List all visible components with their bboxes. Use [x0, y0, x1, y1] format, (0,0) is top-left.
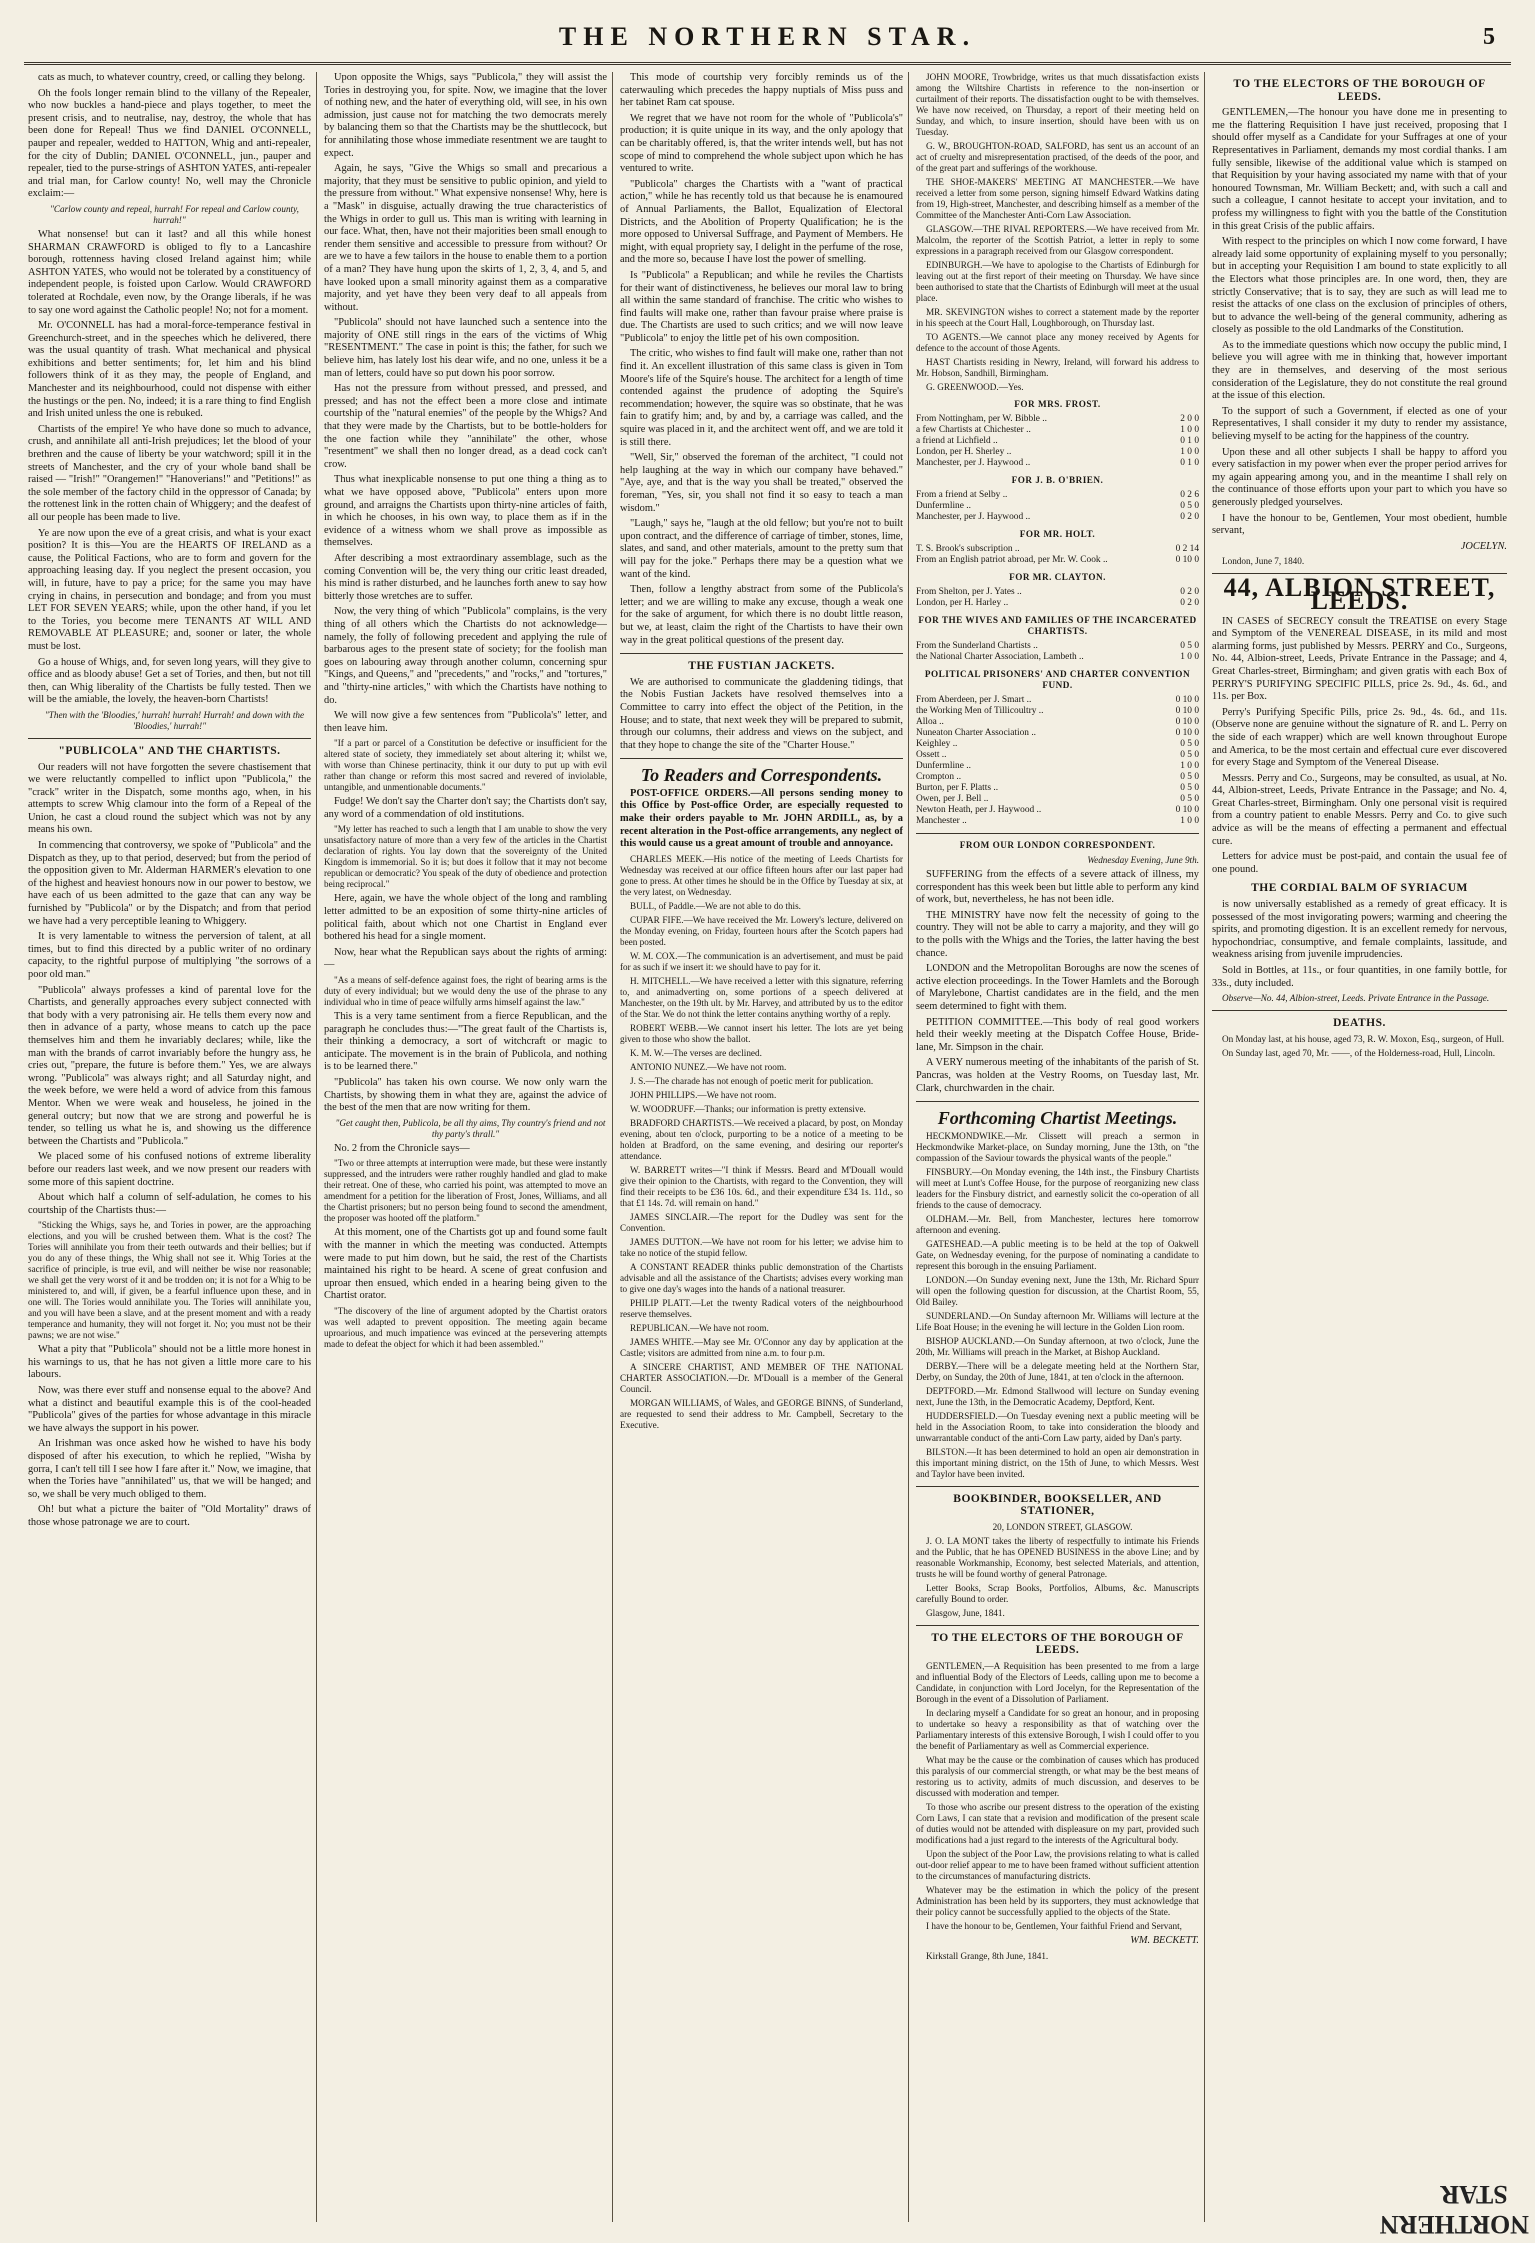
meeting-notice: LONDON.—On Sunday evening next, June the 13th, Mr. Richard Spurr will open the following question for discussion, at the Chartist Room, 55, Old Bailey.	[916, 1274, 1199, 1307]
divider	[620, 653, 903, 654]
meeting-notice: SUNDERLAND.—On Sunday afternoon Mr. Williams will lecture at the Life Boat House; in the evening he will lecture in the Golden Lion room.	[916, 1310, 1199, 1332]
fund-row	[916, 761, 1199, 772]
fund-row	[916, 436, 1199, 447]
column-rule	[612, 72, 613, 2222]
quotation: "If a part or parcel of a Constitution be defective or insufficient for the altered state of society, they immediately set about altering it; whilst we, with worse than Chinese pertinacity, think it our duty to put up with evil rather than change or reform this most sacred and revered of inviolable, untangible, and unmentionable documents."	[324, 738, 607, 793]
fund-amount: 0 5 0	[1180, 739, 1199, 749]
paragraph: Now, hear what the Republican says about the rights of arming:—	[324, 946, 607, 971]
fund-donor: Manchester, per J. Haywood ..	[916, 512, 1031, 522]
paragraph: To the support of such a Government, if elected as one of your Representatives, I shall consider it my duty to render my assistance, believing myself to be acting for the happiness of the country.	[1212, 405, 1507, 443]
correspondent-note: W. WOODRUFF.—Thanks; our information is pretty extensive.	[630, 1103, 866, 1114]
paragraph: With respect to the principles on which I now come forward, I have already laid some opportunity of explaining myself to you personally; but in accepting your Requisition I am bound to state explicitly to all the Electors what those principles are. In one word, then, they are strictly Conservative; that is to say, they are such as will lead me to resist the attacks of one class on the exclusion of principles of others, but to advance the well-being of the general community, adhering as closely as possible to the old Landmarks of the Constitution.	[1212, 236, 1507, 336]
paragraph: The critic, who wishes to find fault will make one, rather than not find it. An excellent illustration of this same class is given in Tom Moore's life of the Squire's house. The architect for a length of time contended against the prudence of adopting the Squire's recommendation; however, the squire was so obstinate, that he was fain to gratify him; and, by and by, a carriage was called, and the squire was placed in it, and the architect went off, and we are told it is still there.	[620, 348, 903, 448]
fund-donor: Ossett ..	[916, 750, 947, 760]
newspaper-page	[24, 12, 1511, 2230]
fund-donor: Owen, per J. Bell ..	[916, 794, 989, 804]
column-1	[28, 72, 311, 2222]
masthead-title: THE NORTHERN STAR.	[558, 22, 977, 51]
paragraph: "Publicola" charges the Chartists with a "want of practical action," while he has recently told us that because he is enamoured of Annual Parliaments, the Ballot, Equalization of Electoral Districts, and the Abolition of Property Qualification; he is the more opposed to Universal Suffrage, and Payment of Members. He might, with equal propriety say, I delight in the perfume of the rose, and the more so, because I have lost the power of smelling.	[620, 178, 903, 266]
fund-heading: FOR MR. HOLT.	[1019, 529, 1096, 539]
paragraph: Our readers will not have forgotten the severe chastisement that we were reluctantly compelled to inflict upon "Publicola," the "crack" writer in the Dispatch, some months ago, when, in his attempts to screw Whig clamour into the form of a Repeal of the Union, he cast a cloud round the subject which was not by any means his own.	[28, 761, 311, 836]
fund-amount: 0 10 0	[1175, 695, 1199, 705]
dateline: Glasgow, June, 1841.	[926, 1607, 1005, 1618]
paragraph: Sold in Bottles, at 11s., or four quantities, in one family bottle, for 33s., duty included.	[1212, 965, 1507, 989]
fund-donor: Alloa ..	[916, 717, 944, 727]
paragraph: Chartists of the empire! Ye who have done so much to advance, crush, and annihilate all anti-Irish prejudices; let the blood of your brethren and the cause of liberty be your watchword; spill it in the streets of Manchester, and the cry of your whole band shall be raised — "Irish!" "Orangemen!" "Hanoverians!" and "Petitions!" as the sole member of the factory child in the oppressor of Canada; by the rottenest link in the rotten chain of Whiggery; and the deafest of all our people has been made to live.	[28, 423, 311, 523]
paragraph: We placed some of his confused notions of extreme liberality before our readers last week, and we now present our readers with some more of this sapient doctrine.	[28, 1151, 311, 1188]
fund-heading: FOR MRS. FROST.	[1014, 399, 1101, 409]
paragraph: GENTLEMEN,—A Requisition has been presented to me from a large and influential Body of the Electors of Leeds, calling upon me to become a Candidate, in conjunction with Lord Jocelyn, for the Representation of the Borough in the event of a Dissolution of Parliament.	[916, 1661, 1199, 1705]
correspondent-note: JAMES SINCLAIR.—The report for the Dudley was sent for the Convention.	[620, 1211, 903, 1233]
divider	[916, 1486, 1199, 1487]
paragraph: This mode of courtship very forcibly reminds us of the caterwauling which precedes the happy nuptials of Miss puss and her tabinet Ram cat spouse.	[620, 72, 903, 109]
correspondent-note: JAMES WHITE.—May see Mr. O'Connor any day by application at the Castle; visitors are admitted from nine a.m. to four p.m.	[620, 1336, 903, 1358]
fund-amount: 0 5 0	[1180, 794, 1199, 804]
paragraph: Upon these and all other subjects I shall be happy to afford you every satisfaction in my power when ever the proper period arrives for my again appearing among you, and in the meantime I shall rely on the continuance of those efforts upon your part to which you have so generously pledged yourselves.	[1212, 446, 1507, 508]
fund-amount: 0 5 0	[1180, 772, 1199, 782]
meeting-notice: HECKMONDWIKE.—Mr. Clissett will preach a sermon in Heckmondwike Market-place, on Sunday morning, June the 13th, on "the compassion of the Saviour towards the physical wants of the people."	[916, 1130, 1199, 1163]
meeting-notice: HUDDERSFIELD.—On Tuesday evening next a public meeting will be held in the Association Room, to take into consideration the bloody and unwarrantable conduct of the anti-Corn Law party, aided by Dan's party.	[916, 1410, 1199, 1443]
fund-donor: From Nottingham, per W. Bibble ..	[916, 414, 1047, 424]
correspondent-note: HAST Chartists residing in Newry, Ireland, will forward his address to Mr. Hobson, Sandhill, Birmingham.	[916, 357, 1199, 378]
paragraph: This is a very tame sentiment from a fierce Republican, and the paragraph he concludes thus:—"The great fault of the Chartists is, their thinking a democracy, a sort of witchcraft or magic to anticipate. The movement is in the brain of Publicola, and nothing is to be learned there."	[324, 1011, 607, 1073]
correspondent-note: BRADFORD CHARTISTS.—We received a placard, by post, on Monday evening, about ten o'clock, purporting to be a notice of a meeting to be holden at Bradford, on the same evening, and desiring our reporter's attendance.	[620, 1117, 903, 1161]
dateline: Kirkstall Grange, 8th June, 1841.	[926, 1950, 1049, 1961]
fund-row	[916, 512, 1199, 523]
correspondent-note: REPUBLICAN.—We have not room.	[630, 1322, 769, 1333]
paragraph: Letters for advice must be post-paid, and contain the usual fee of one pound.	[1212, 851, 1507, 875]
fund-row	[916, 750, 1199, 761]
section-heading: DEATHS.	[1333, 1017, 1386, 1030]
fund-amount: 1 0 0	[1180, 447, 1199, 457]
paragraph: At this moment, one of the Chartists got up and found some fault with the manner in which the meeting was conducted. Attempts were made to put him down, but he said, the rest of the Chartists maintained his right to be heard. A scene of great confusion and uproar then ensued, which ended in a hearing being given to the Chartist orator.	[324, 1227, 607, 1302]
page-number: 5	[1483, 24, 1495, 50]
dateline: Wednesday Evening, June 9th.	[1087, 855, 1199, 865]
fund-row	[916, 641, 1199, 652]
article-heading: "PUBLICOLA" AND THE CHARTISTS.	[58, 744, 281, 757]
article-heading: TO THE ELECTORS OF THE BOROUGH OF LEEDS.	[931, 1631, 1184, 1657]
verse: "Carlow county and repeal, hurrah! For repeal and Carlow county, hurrah!"	[50, 203, 299, 225]
column-2	[324, 72, 607, 2222]
fund-row	[916, 695, 1199, 706]
paragraph: After describing a most extraordinary assemblage, such as the coming Convention will be, the very thing our critic least dreaded, his mind is rather disturbed, and he launches forth anew to say how bitterly those wretches are to suffer.	[324, 552, 607, 602]
paragraph: Here, again, we have the whole object of the long and rambling letter admitted to be an exposition of some thirty-nine articles of political faith, about which not one Chartist in England ever bothered his head for a single moment.	[324, 893, 607, 943]
paragraph: Oh the fools longer remain blind to the villany of the Repealer, who now buckles a hand-piece and plays together, to meet the present crisis, and to neutralise, nay, destroy, the whole that has been done for Repeal! Thus we find DANIEL O'CONNELL, pauper and repealer, wedded to HATTON, Whig and anti-repealer, for the city of Dublin; DANIEL O'CONNELL, jun., pauper and repealer, tied to the purse-strings of ASHTON YATES, anti-repealer and trial man, for Carlow county! No, well may the Chronicle exclaim:—	[28, 87, 311, 200]
correspondent-note: CUPAR FIFE.—We have received the Mr. Lowery's lecture, delivered on the Monday evening, on Friday, fourteen hours after the Scotch papers had been posted.	[620, 914, 903, 947]
paragraph: Oh! but what a picture the baiter of "Old Mortality" draws of those whose patronage we are to court.	[28, 1504, 311, 1528]
paragraph: Again, he says, "Give the Whigs so small and precarious a majority, that they must be sensitive to public opinion, and yield to the pressure from without." What expensive nonsense! Why, here is a "Mask" in disguise, actually drawing the true characteristics of the Whigs in order to gull us. This man is writing with learning in our face. What, then, have not their majorities been small enough to render them sensitive and accessible to pressure from without? Or are we to have a few tailors in the house to enable them to a portion of a man? They have hung upon the skirts of 1, 2, 3, 4, and 5, and have looked upon a small minority against them as a comparative majority, and yet have they been very deaf to all appeals from without.	[324, 163, 607, 313]
divider	[620, 758, 903, 759]
paragraph: In declaring myself a Candidate for so great an honour, and in proposing to undertake so heavy a responsibility as that of watching over the Parliamentary interests of this extensive Borough, I wish I could offer to you the benefit of Parliamentary as well as Commercial experience.	[916, 1708, 1199, 1752]
fund-amount: 0 10 0	[1175, 717, 1199, 727]
meeting-notice: OLDHAM.—Mr. Bell, from Manchester, lectures here tomorrow afternoon and evening.	[916, 1213, 1199, 1235]
paragraph: We regret that we have not room for the whole of "Publicola's" production; it is quite unique in its way, and the only apology that can be charitably offered, is, that the writer intends well, but has not scope of mind to comprehend the whole subject upon which he has ventured to write.	[620, 112, 903, 175]
fund-donor: Burton, per F. Platts ..	[916, 783, 999, 793]
column-3	[620, 72, 903, 2222]
correspondent-note: A SINCERE CHARTIST, AND MEMBER OF THE NATIONAL CHARTER ASSOCIATION.—Dr. M'Douall is a member of the General Council.	[620, 1361, 903, 1394]
fund-row	[916, 490, 1199, 501]
correspondent-note: MR. SKEVINGTON wishes to correct a statement made by the reporter in his speech at the Court Hall, Loughborough, on Thursday last.	[916, 307, 1199, 328]
fund-amount: 0 5 0	[1180, 501, 1199, 511]
notice: POST-OFFICE ORDERS.—All persons sending money to this Office by Post-office Order, are especially requested to make their orders payable to Mr. JOHN ARDILL, as, by a recent alteration in the Post-office arrangements, any neglect of this would cause us a great amount of trouble and annoyance.	[620, 787, 903, 850]
fund-row	[916, 458, 1199, 469]
paragraph: J. O. LA MONT takes the liberty of respectfully to intimate his Friends and the Public, that he has OPENED BUSINESS in the above Line; and by reasonable Workmanship, Economy, best selected Materials, and attention, trusts he will be found worthy of general Patronage.	[916, 1535, 1199, 1579]
paragraph: A VERY numerous meeting of the inhabitants of the parish of St. Pancras, was holden at the Vestry Rooms, on Tuesday last, Mr. Clark, churchwarden in the chair.	[916, 1057, 1199, 1094]
paragraph: Mr. O'CONNELL has had a moral-force-temperance festival in Greenchurch-street, and in the speeches which he delivered, there was the usual quantity of trash. What mechanical and physical exhibitions and better sentiments; for, let him and his blind followers think of it as they may, the people of England, and Manchester and its neighbourhood, could not dispense with either the hustings or the pen. No, indeed; it is a rare thing to find English and Irish united unless the one is rebuked.	[28, 320, 311, 420]
column-4	[916, 72, 1199, 2222]
correspondent-note: PHILIP PLATT.—Let the twenty Radical voters of the neighbourhood reserve themselves.	[620, 1297, 903, 1319]
paragraph: Upon opposite the Whigs, says "Publicola," they will assist the Tories in destroying you, for spite. Now, we imagine that the lover of nothing new, and the hater of everything old, will see, in his own admission, just cause not for matching the two democrats merely by balancing them so that the Chartists may be the shuttlecock, but for annihilating those whose immediate resentment we are taught to expect.	[324, 72, 607, 159]
paragraph: "Publicola" should not have launched such a sentence into the majority of ONE still rings in the ears of the victims of Whig "RESENTMENT." The case in point is this; the father, for such we believe him, has lately lost his dear wife, and no one, unless it be a man of letters, could have so put down his poor sorrow.	[324, 317, 607, 379]
fund-heading: FOR J. B. O'BRIEN.	[1011, 475, 1104, 485]
correspondent-note: GLASGOW.—THE RIVAL REPORTERS.—We have received from Mr. Malcolm, the reporter of the Scottish Patriot, a letter in reply to some expressions in a paragraph received from our Glasgow correspondent.	[916, 224, 1199, 256]
signature: JOCELYN.	[1460, 540, 1507, 552]
fund-donor: London, per H. Sherley ..	[916, 447, 1012, 457]
correspondent-note: K. M. W.—The verses are declined.	[630, 1047, 762, 1058]
paragraph: THE MINISTRY have now felt the necessity of going to the country. They will not be able to carry a majority, and they will go to the polls with the Whigs and the Tories, the latter having the best chance.	[916, 909, 1199, 959]
columns	[24, 72, 1511, 2222]
fund-list	[916, 544, 1199, 566]
meeting-notice: DERBY.—There will be a delegate meeting held at the Northern Star, Derby, on Sunday, the 20th of June, 1841, at ten o'clock in the afternoon.	[916, 1360, 1199, 1382]
paragraph: IN CASES of SECRECY consult the TREATISE on every Stage and Symptom of the VENEREAL DISEASE, in its mild and most alarming forms, just published by Messrs. PERRY and Co., Surgeons, No. 44, Albion-street, Leeds, Private Entrance in the Passage; and 4, Great Charles-street, Birmingham; and given gratis with each Box of PERRY'S PURIFYING SPECIFIC PILLS, price 2s. 9d., 4s. 6d., and 11s. per Box.	[1212, 615, 1507, 703]
paragraph: Messrs. Perry and Co., Surgeons, may be consulted, as usual, at No. 44, Albion-street, Leeds, Private Entrance in the Passage; and No. 4, Great Charles-street, Birmingham. Only one personal visit is required from a country patient to enable Messrs. Perry and Co. to give such advice as will be the means of effecting a permanent and effectual cure.	[1212, 772, 1507, 847]
fund-amount: 0 5 0	[1180, 750, 1199, 760]
fund-heading: FOR THE WIVES AND FAMILIES OF THE INCARCERATED CHARTISTS.	[918, 615, 1197, 636]
fund-row	[916, 414, 1199, 425]
paragraph: Ye are now upon the eve of a great crisis, and what is your exact position? It is this—You are the HEARTS OF IRELAND as a cause, the Political Factions, who are to form and govern for the approaching leasing day. If you neglect the present occasion, you will, in future, have to pay a price; for the same you may have crying in chains, in persecution and bondage; and from you must LET FOR SEVEN YEARS; while, upon the other hand, if you let to the Tories, you become mere TENANTS AT WILL AND REMOVABLE AT PLEASURE; and, sooner or later, the whole must be lost.	[28, 527, 311, 652]
meeting-notice: BISHOP AUCKLAND.—On Sunday afternoon, at two o'clock, June the 20th, Mr. Williams will preach in the Market, at Bishop Auckland.	[916, 1335, 1199, 1357]
verse: "Get caught then, Publicola, be all thy aims, Thy country's friend and not thy party's thrall."	[335, 1117, 606, 1139]
paragraph: Whatever may be the estimation in which the policy of the present Administration has been held by its supporters, they must acknowledge that their policy cannot be successfully applied to the objects of the State.	[916, 1885, 1199, 1918]
fund-donor: From Aberdeen, per J. Smart ..	[916, 695, 1032, 705]
correspondent-note: W. BARRETT writes—"I think if Messrs. Beard and M'Douall would give their opinion to the Chartists, with regard to the Convention, they will find their receipts to be £36 10s. 6d., and their expenditure £34 1s. 11d., so that £1 14s. 7d. will remain on hand."	[620, 1164, 903, 1208]
correspondent-note: H. MITCHELL.—We have received a letter with this signature, referring to, and animadverting on, some portions of a speech delivered at Manchester, on the 19th ult. by Mr. Harvey, and attributed by us to the editor of the Star. We do not think the letter contains anything worthy of a reply.	[620, 975, 903, 1019]
divider	[1212, 1010, 1507, 1011]
fund-donor: London, per H. Harley ..	[916, 598, 1009, 608]
fund-row	[916, 794, 1199, 805]
paragraph: is now universally established as a remedy of great efficacy. It is possessed of the most invigorating powers; warming and cheering the spirits, and promoting digestion. It is an excellent remedy for nervous, hypochondriac, consumptive, and female complaints, lassitude, and weakness arising from juvenile imprudencies.	[1212, 899, 1507, 961]
fund-row	[916, 425, 1199, 436]
fund-donor: Dunfermline ..	[916, 501, 971, 511]
fund-row	[916, 544, 1199, 555]
divider	[916, 1101, 1199, 1102]
correspondent-note: ANTONIO NUNEZ.—We have not room.	[630, 1061, 787, 1072]
paragraph: Go a house of Whigs, and, for seven long years, will they give to office and as bloody abuse! Get a set of Tories, and then, but not till then, can Whig liberality of the Chartists be fully tested. Then we will be the amiable, the lovely, the heaven-born Chartists!	[28, 656, 311, 706]
paragraph: It is very lamentable to witness the perversion of talent, at all times, but to find this directed by a public writer of no ordinary capacity, to the rightful purpose of multiplying "the sorrows of a poor old man."	[28, 931, 311, 980]
fund-donor: Manchester, per J. Haywood ..	[916, 458, 1031, 468]
fund-amount: 2 0 0	[1180, 414, 1199, 424]
paragraph: LONDON and the Metropolitan Boroughs are now the scenes of active election proceedings. In the Tower Hamlets and the Borough of Marylebone, Chartist candidates are in the field, and the men seem determined to fight with them.	[916, 963, 1199, 1012]
fund-row	[916, 805, 1199, 816]
divider	[916, 1625, 1199, 1626]
meeting-notice: BILSTON.—It has been determined to hold an open air demonstration in this important mining district, on the 15th of June, to which Messrs. West and Taylor have been invited.	[916, 1446, 1199, 1479]
fund-amount: 0 10 0	[1175, 805, 1199, 815]
verse: "Then with the 'Bloodies,' hurrah! hurrah! Hurrah! and down with the 'Bloodies,' hurrah!"	[44, 709, 305, 731]
fund-donor: From an English patriot abroad, per Mr. W. Cook ..	[916, 555, 1108, 565]
paragraph: In commencing that controversy, we spoke of "Publicola" and the Dispatch as they, up to that period, deserved; but from the period of the opposition given to Mr. Alderman HARMER's elevation to one of the highest and heaviest honours now in our power to bestow, we have each of us been admitted to the gaze that can any way be furnished by "Publicola" or by the Dispatch; and from that period we have had a very perceptible leaning to Whiggery.	[28, 840, 311, 927]
fund-row	[916, 447, 1199, 458]
rotated-masthead-stamp: NORTHERN STAR	[1379, 2180, 1529, 2239]
fund-donor: Crompton ..	[916, 772, 962, 782]
meeting-notice: FINSBURY.—On Monday evening, the 14th inst., the Finsbury Chartists will meet at Lunt's Coffee House, for the purpose of reorganizing new class leaders for the Finsbury district, and earnestly solicit the co-operation of all friends to the cause of democracy.	[916, 1166, 1199, 1210]
section-heading: Forthcoming Chartist Meetings.	[937, 1108, 1178, 1129]
fund-row	[916, 555, 1199, 566]
article-heading: THE FUSTIAN JACKETS.	[688, 660, 835, 673]
fund-donor: From the Sunderland Chartists ..	[916, 641, 1038, 651]
address: 20, LONDON STREET, GLASGOW.	[992, 1521, 1133, 1532]
correspondent-note: JOHN MOORE, Trowbridge, writes us that much dissatisfaction exists among the Wiltshire Chartists in reference to the non-insertion or curtailment of their reports. The dissatisfaction ought to be with themselves. We have now received, on Thursday, a report of their meeting held on Sunday, and which, to insure insertion, should have been with us on Tuesday.	[916, 72, 1199, 137]
correspondent-note: ROBERT WEBB.—We cannot insert his letter. The lots are yet being given to those who show the ballot.	[620, 1022, 903, 1044]
fund-row	[916, 587, 1199, 598]
paragraph: No. 2 from the Chronicle says—	[334, 1142, 470, 1154]
correspondent-note: W. M. COX.—The communication is an advertisement, and must be paid for as such if we insert it: we should have to pay for it.	[620, 950, 903, 972]
masthead	[24, 18, 1511, 65]
fund-amount: 0 5 0	[1180, 783, 1199, 793]
dateline: London, June 7, 1840.	[1222, 556, 1305, 567]
paragraph: An Irishman was once asked how he wished to have his body disposed of after his execution, to which he replied, "Wisha by gorra, I can't tell till I see how I fare after it." Now, we imagine, that when the Tories have "annihilated" us, that we will be hanged; and so, we shall be very much obliged to them.	[28, 1438, 311, 1500]
fund-amount: 0 2 0	[1180, 512, 1199, 522]
paragraph: As to the immediate questions which now occupy the public mind, I believe you will agree with me in thinking that, however important they are in themselves, and deserving of the most serious consideration of the Legislature, they do not constitute the real ground at the issue of this election.	[1212, 339, 1507, 402]
fund-donor: the Working Men of Tillicoultry ..	[916, 706, 1044, 716]
paragraph: Has not the pressure from without pressed, and pressed, and pressed; and has not the effect been a more close and intimate courtship of the "natural enemies" of the people by the Whigs? And that they were made by the Chartists, but to be bottle-holders for the one faction while they "annihilate" the other, whose "resentment" we shall then no longer dread, as a dead cock can't crow.	[324, 383, 607, 470]
fund-donor: From Shelton, per J. Yates ..	[916, 587, 1022, 597]
fund-amount: 1 0 0	[1180, 652, 1199, 662]
correspondent-note: G. W., BROUGHTON-ROAD, SALFORD, has sent us an account of an act of cruelty and misrepresentation practised, of the deeds of the poor, and of the great part and sufferings of the workhouse.	[916, 141, 1199, 173]
quotation: "My letter has reached to such a length that I am unable to show the very unsatisfactory nature of more than a very few of the articles in the Chartist declaration of rights. You lay down that the sovereignty of the United Kingdom is immemorial. So it is; but does it follow that it may not become republican or democratic? You speak of the duty of obedience and protection being reciprocal."	[324, 824, 607, 890]
fund-amount: 0 10 0	[1175, 555, 1199, 565]
correspondent-note: CHARLES MEEK.—His notice of the meeting of Leeds Chartists for Wednesday was received at our office fifteen hours after our last paper had gone to press. At other times he should be in the Office by Tuesday at six, at the very latest, on Wednesday.	[620, 853, 903, 897]
paragraph: "Laugh," says he, "laugh at the old fellow; but you're not to built upon contract, and the difference of carriage of timber, stones, lime, slates, and sand, and other materials, amount to the pretty sum that will pay for the joke." Perhaps there may be a question what we want of the kind.	[620, 518, 903, 580]
fund-amount: 0 2 0	[1180, 587, 1199, 597]
advert-heading: THE CORDIAL BALM OF SYRIACUM	[1251, 882, 1468, 895]
fund-row	[916, 772, 1199, 783]
correspondent-note: BULL, of Paddle.—We are not able to do this.	[630, 900, 801, 911]
fund-list	[916, 587, 1199, 609]
fund-heading: POLITICAL PRISONERS' AND CHARTER CONVENTION FUND.	[924, 669, 1191, 690]
paragraph: What a pity that "Publicola" should not be a little more honest in his warnings to us, that he has not given a little more care to his labours.	[28, 1344, 311, 1381]
fund-amount: 0 1 0	[1180, 458, 1199, 468]
paragraph: cats as much, to whatever country, creed, or calling they belong.	[38, 72, 306, 83]
correspondent-note: THE SHOE-MAKERS' MEETING AT MANCHESTER.—We have received a letter from some person, signing himself Edward Watkins dating from 19, High-street, Manchester, and describing himself as a member of the Committee of the Manchester Anti-Corn Law Association.	[916, 177, 1199, 220]
fund-row	[916, 598, 1199, 609]
fund-heading: FOR MR. CLAYTON.	[1009, 572, 1106, 582]
paragraph: Now, was there ever stuff and nonsense equal to the above? And what a distinct and beautiful example this is of the cool-headed "Publicola" gives of the parties for whose advantage in this miracle we have always the support in his power.	[28, 1385, 311, 1434]
fund-row	[916, 739, 1199, 750]
fund-donor: the National Charter Association, Lambeth ..	[916, 652, 1084, 662]
correspondent-note: G. GREENWOOD.—Yes.	[926, 382, 1024, 392]
fund-amount: 0 10 0	[1175, 706, 1199, 716]
fund-donor: a friend at Lichfield ..	[916, 436, 998, 446]
fund-list	[916, 490, 1199, 523]
fund-donor: From a friend at Selby ..	[916, 490, 1008, 500]
fund-row	[916, 816, 1199, 827]
quotation: "Sticking the Whigs, says he, and Tories in power, are the approaching elections, and you will be crushed between them. What is the cost? The Tories will annihilate you from their teeth outwards and their bellies; but if you do any of these things, the Whig shall not see it. Whig Tories at the sacrifice of principle, is true evil, and will neither be wise nor reasonable; we shall get the very worst of it and be trodden on; it is not for a Whig to be ministered to, and will, if given, be a fearful influence upon these, and in one will. The Tories would annihilate you. The Tories will annihilate you, and you will have been a slave, and at the present moment and with a ready temperance and humanity, they will not forget it. No; you must not be their pawns; we are not wise."	[28, 1220, 311, 1341]
correspondent-note: JAMES DUTTON.—We have not room for his letter; we advise him to take no notice of the stupid fellow.	[620, 1236, 903, 1258]
fund-list	[916, 695, 1199, 827]
fund-amount: 0 2 6	[1180, 490, 1199, 500]
paragraph: SUFFERING from the effects of a severe attack of illness, my correspondent has this week been but little able to perform any kind of work, but, nevertheless, he has not been idle.	[916, 869, 1199, 906]
quotation: "As a means of self-defence against foes, the right of bearing arms is the duty of every individual; but we would deny the use of the phrase to any individual who in time of peace wilfully arms himself against the law."	[324, 975, 607, 1008]
quotation: "The discovery of the line of argument adopted by the Chartist orators was well adapted to prevent opposition. The meeting again became uproarious, and much impatience was evinced at the persevering attempts made to defeat the object for which it had been assembled."	[324, 1305, 607, 1349]
paragraph: "Publicola" has taken his own course. We now only warn the Chartists, by showing them in what they are, against the advice of the best of the men that are now writing for them.	[324, 1077, 607, 1114]
fund-row	[916, 728, 1199, 739]
fund-amount: 0 2 0	[1180, 598, 1199, 608]
fund-row	[916, 501, 1199, 512]
fund-amount: 1 0 0	[1180, 761, 1199, 771]
paragraph: What nonsense! but can it last? and all this while honest SHARMAN CRAWFORD is obliged to fly to a Lancashire borough, rottenness having closed Ireland against him; while ASHTON YATES, who would not be tolerated by a constituency of independent people, is foisted upon Carlow. Would CRAWFORD tolerated at Rochdale, even now, by the Orange liberals, if he was to say one word against the Catholic people! No; not for a moment.	[28, 228, 311, 316]
paragraph: Now, the very thing of which "Publicola" complains, is the very thing of all others which the Chartists do not acknowledge—namely, the folly of following precedent and applying the rule of barbarous ages to the present state of society; for the foolish man goes on labouring away through another column, concerning spur "Kings, and Queens," and "precedents," and "rocks," and "tortures," and "thirty-nine articles," with which the Chartists have nothing to do.	[324, 606, 607, 706]
fund-amount: 1 0 0	[1180, 816, 1199, 826]
paragraph: On Monday last, at his house, aged 73, R. W. Moxon, Esq., surgeon, of Hull.	[1222, 1033, 1505, 1044]
fund-donor: a few Chartists at Chichester ..	[916, 425, 1031, 435]
fund-amount: 0 10 0	[1175, 728, 1199, 738]
paragraph: What may be the cause or the combination of causes which has produced this paralysis of our commercial strength, or what may be the best means of restoring us to activity, admits of much discussion, and deserves to be discussed with moderation and temper.	[916, 1755, 1199, 1799]
section-heading: To Readers and Correspondents.	[640, 765, 883, 786]
correspondent-note: JOHN PHILLIPS.—We have not room.	[630, 1089, 777, 1100]
meeting-notice: DEPTFORD.—Mr. Edmond Stallwood will lecture on Sunday evening next, June the 13th, in the Democratic Academy, Deptford, Kent.	[916, 1385, 1199, 1407]
article-heading: FROM OUR LONDON CORRESPONDENT.	[959, 840, 1156, 850]
fund-amount: 0 1 0	[1180, 436, 1199, 446]
fund-row	[916, 652, 1199, 663]
fund-donor: Nuneaton Charter Association ..	[916, 728, 1037, 738]
paragraph: I have the honour to be, Gentlemen, Your faithful Friend and Servant,	[926, 1921, 1182, 1932]
column-rule	[316, 72, 317, 2222]
advert-heading: BOOKBINDER, BOOKSELLER, AND STATIONER,	[953, 1492, 1162, 1518]
paragraph: About which half a column of self-adulation, he comes to his courtship of the Chartists thus:—	[28, 1192, 311, 1216]
fund-row	[916, 717, 1199, 728]
fund-donor: Manchester ..	[916, 816, 967, 826]
paragraph: "Publicola" always professes a kind of parental love for the Chartists, and generally approaches every subject connected with that body with a very patronising air. He tells them every now and then in advance of a party, whose means to catch up the pace themselves him and them he invariably declares; while, like the man with the brands of carrot invariably before the hungry ass, he cries out, "prepare, the future is before them." Yes, we are always wrong. "Publicola" was always right; and all Saturday night, and the week before, we were held a word of advice from this famous Mentor. When we were weak and houseless, he joined in the general outcry; but now that we are strong and powerful he is tender, so telling us what he is, and showing us the difference between the Chartists and "Publicola."	[28, 984, 311, 1147]
fund-row	[916, 706, 1199, 717]
paragraph: We will now give a few sentences from "Publicola's" letter, and then leave him.	[324, 710, 607, 734]
fund-donor: Newton Heath, per J. Haywood ..	[916, 805, 1042, 815]
fund-list	[916, 414, 1199, 469]
fund-list	[916, 641, 1199, 663]
correspondent-note: EDINBURGH.—We have to apologise to the Chartists of Edinburgh for leaving out at the first report of their meeting on Thursday. We have since been authorised to state that the Chartists of Edinburgh will meet at the usual place.	[916, 260, 1199, 303]
fund-donor: T. S. Brook's subscription ..	[916, 544, 1020, 554]
advert-heading: 44, ALBION STREET, LEEDS.	[1223, 573, 1496, 615]
fund-donor: Keighley ..	[916, 739, 958, 749]
paragraph: GENTLEMEN,—The honour you have done me in presenting to me the flattering Requisition I have just received, proposing that I should offer myself as a Candidate for your Suffrages at one of your Representatives in Parliament, demands my most cordial thanks. I am fully sensible, likewise of the additional value which is stamped on that Requisition by your having associated my name with that of your honoured Townsman, Mr. William Beckett; and, with such a call and such a colleague, I cannot hesitate to accept your invitation, and to profess my willingness to fight with you the battle of the Constitution in this great Crisis of the public affairs.	[1212, 107, 1507, 232]
correspondent-note: TO AGENTS.—We cannot place any money received by Agents for defence to the account of those Agents.	[916, 332, 1199, 353]
fund-donor: Dunfermline ..	[916, 761, 971, 771]
fund-amount: 1 0 0	[1180, 425, 1199, 435]
correspondent-note: A CONSTANT READER thinks public demonstration of the Chartists advisable and all the assistance of the Chartists; advises every working man to give one day's wages into the hands of a national treasurer.	[620, 1261, 903, 1294]
paragraph: Then, follow a lengthy abstract from some of the Publicola's letter; and we are willing to make any excuse, though a weak one for the sake of argument, for which there is no doubt little reason, but we, at least, claim the right of the Chartists to have their own way in the great political questions of the present day.	[620, 584, 903, 646]
paragraph: Thus what inexplicable nonsense to put one thing a thing as to what we have opposed above, "Publicola" enters upon more ground, and arraigns the Chartists upon thirty-nine articles of faith, in which he chooses, in his own way, to place them as if in the evidence of a witness whom we shall prove as impossible as themselves.	[324, 474, 607, 549]
fund-amount: 0 5 0	[1180, 641, 1199, 651]
paragraph: Is "Publicola" a Republican; and while he reviles the Chartists for their want of distinctiveness, he believes our moral law to bring all within the same standard of franchise. The critic who wishes to find faults will make one, rather than favour praise where praise is due. The Chartists are used to such critics; and we will now leave "Publicola" to enjoy the little pet of his own composition.	[620, 269, 903, 344]
divider	[28, 738, 311, 739]
paragraph: PETITION COMMITTEE.—This body of real good workers held their weekly meeting at the Dispatch Coffee House, Bride-lane, Mr. Simpson in the chair.	[916, 1016, 1199, 1053]
paragraph: I have the honour to be, Gentlemen, Your most obedient, humble servant,	[1212, 512, 1507, 537]
paragraph: Perry's Purifying Specific Pills, price 2s. 9d., 4s. 6d., and 11s. (Observe none are genuine without the signature of R. and L. Perry on the side of each wrapper) which are well known throughout Europe and America, to be the most certain and effectual cure ever discovered for every Stage and Symptom of the Venereal Disease.	[1212, 706, 1507, 769]
paragraph: Letter Books, Scrap Books, Portfolios, Albums, &c. Manuscripts carefully Bound to order.	[916, 1582, 1199, 1604]
paragraph: We are authorised to communicate the gladdening tidings, that the Nobis Fustian Jackets have resolved themselves into a Committee to carry into effect the object of the Petition, in the House; and to state, that next week they will be prepared to submit, through our columns, their address and views on the subject, and that they hope to change the site of the "Charter House."	[620, 676, 903, 751]
meeting-notice: GATESHEAD.—A public meeting is to be held at the top of Oakwell Gate, on Wednesday evening, for the purpose of nominating a candidate to represent this borough in the ensuing Parliament.	[916, 1238, 1199, 1271]
paragraph: Fudge! We don't say the Charter don't say; the Chartists don't say, any word of a commendation of old institutions.	[324, 796, 607, 820]
article-heading: TO THE ELECTORS OF THE BOROUGH OF LEEDS.	[1233, 78, 1486, 103]
paragraph: To those who ascribe our present distress to the operation of the existing Corn Laws, I can state that a revision and modification of the present scale of duties would not be attended with displeasure on my part, provided such modifications had a just regard to the interests of the Agricultural body.	[916, 1802, 1199, 1846]
signature: WM. BECKETT.	[1130, 1935, 1199, 1947]
paragraph: Upon the subject of the Poor Law, the provisions relating to what is called out-door relief appear to me to have been framed without sufficient attention to the circumstances of manufacturing districts.	[916, 1849, 1199, 1882]
correspondent-note: MORGAN WILLIAMS, of Wales, and GEORGE BINNS, of Sunderland, are requested to send their address to Mr. Campbell, Secretary to the Executive.	[620, 1397, 903, 1430]
column-5	[1212, 72, 1507, 2222]
column-rule	[1204, 72, 1205, 2222]
paragraph: On Sunday last, aged 70, Mr. ——, of the Holderness-road, Hull, Lincoln.	[1222, 1047, 1496, 1058]
correspondent-note: J. S.—The charade has not enough of poetic merit for publication.	[630, 1075, 874, 1086]
fund-amount: 0 2 14	[1175, 544, 1199, 554]
quotation: "Two or three attempts at interruption were made, but these were instantly suppressed, and the intruders were rather roughly handled and glad to make their retreat. One of these, who carried his point, was attempted to move an amendment for a petition for the liberation of Frost, Jones, Williams, and all the Chartist prisoners; but no person being found to second the amendment, the proposer was hooted off the platform."	[324, 1158, 607, 1224]
column-rule	[908, 72, 909, 2222]
fund-row	[916, 783, 1199, 794]
paragraph: Observe—No. 44, Albion-street, Leeds. Private Entrance in the Passage.	[1222, 993, 1490, 1004]
paragraph: "Well, Sir," observed the foreman of the architect, "I could not help laughing at the way in which our company have behaved." "Aye, aye, and that is the way you shall be treated," observed the foreman, "Yes, sir, you shall not find it so easy to teach a man wisdom."	[620, 452, 903, 514]
divider	[916, 833, 1199, 834]
